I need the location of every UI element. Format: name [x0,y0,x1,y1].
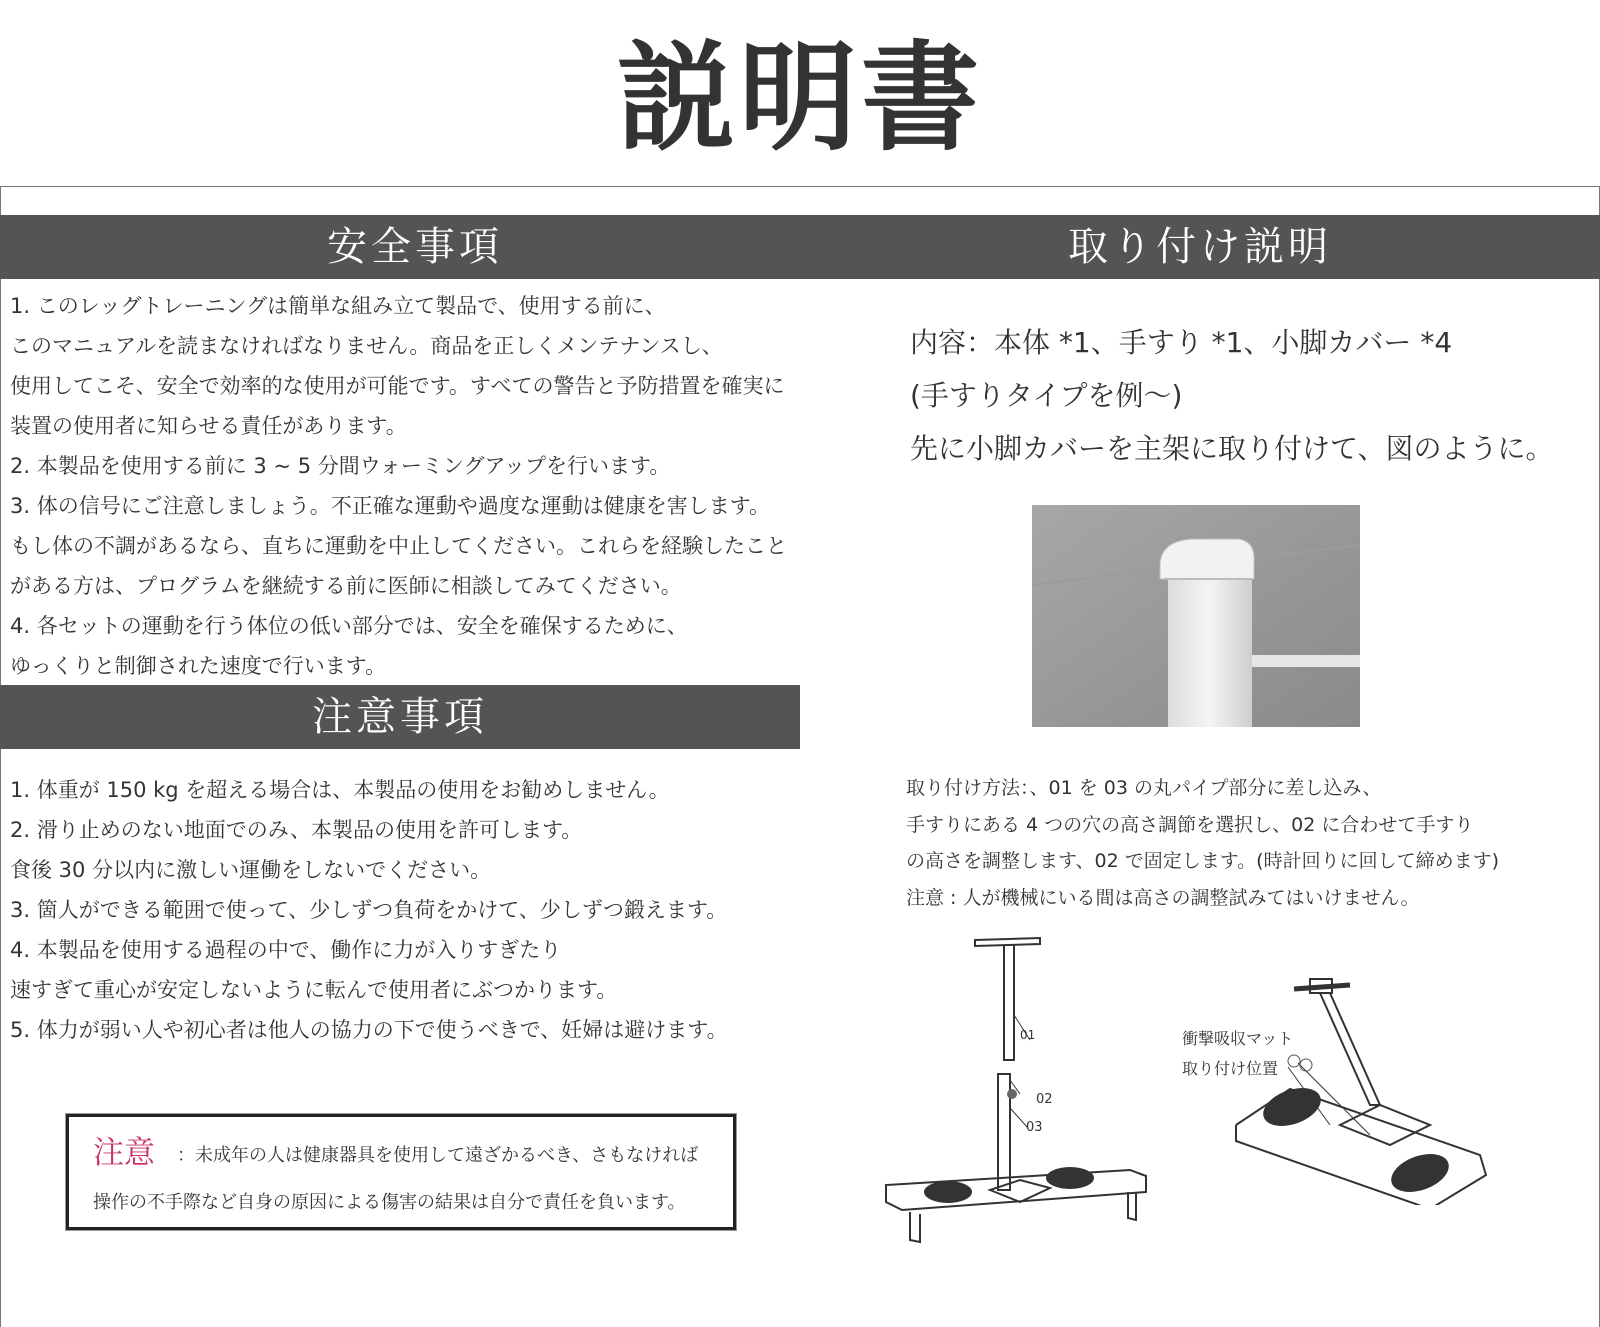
safety-line: もし体の不調があるなら、直ちに運動を中止してください。これらを経験したこと [10,534,787,558]
note-line: 操作の不手際など自身の原因による傷害の結果は自分で責任を負います。 [93,1192,686,1213]
assembly-diagram [880,930,1160,1260]
safety-line: 2. 本製品を使用する前に 3 ~ 5 分間ウォーミングアップを行います。 [10,454,671,478]
note-line: ：未成年の人は健康器具を使用して遠ざかるべき、さもなければ [177,1145,699,1166]
caution-line: 3. 箇人ができる範囲で使って、少しずつ負荷をかけて、少しずつ鍛えます。 [10,898,728,922]
installation-line: 内容：本体 *1、手すり *1、小脚カバー *4 [910,326,1453,359]
safety-line: 1. このレッグトレーニングは簡単な組み立て製品で、使用する前に、 [10,294,666,318]
safety-line: がある方は、プログラムを継続する前に医師に相談してみてください。 [10,574,682,598]
installation-line: (手すりタイプを例〜) [910,379,1183,412]
part-label-03: 03 [1026,1120,1043,1135]
installation-line: 先に小脚カバーを主架に取り付けて、図のように。 [910,432,1554,465]
page-title: 説明書 [616,29,983,167]
method-line: の高さを調整します、02 で固定します。(時計回りに回して締めます) [906,850,1500,872]
caution-line: 5. 体力が弱い人や初心者は他人の協力の下で使うべきで、妊婦は避けます。 [10,1018,728,1042]
section-header-band [0,215,1600,279]
mat-label: 衝撃吸収マット [1182,1029,1294,1048]
installation-method [906,770,1499,916]
caution-header-band [0,685,800,749]
safety-line: このマニュアルを読まなければなりません。商品を正しくメンテナンスし、 [10,334,723,358]
safety-list [10,286,787,686]
part-label-02: 02 [1036,1092,1053,1107]
installation-contents [910,316,1553,475]
installation-heading: 取り付け説明 [1068,224,1332,270]
caution-line: 4. 本製品を使用する過程の中で、働作に力が入りすぎたり [10,938,562,962]
minor-warning-box [66,1114,736,1230]
method-line: 注意 : 人が機械にいる間は高さの調整試みてはいけません。 [906,886,1420,909]
safety-line: ゆっくりと制御された速度で行います。 [10,654,387,678]
method-line: 手すりにある 4 つの穴の高さ調節を選択し、02 に合わせて手すり [906,813,1474,836]
caution-line: 2. 滑り止めのない地面でのみ、本製品の使用を許可します。 [10,818,583,842]
safety-line: 3. 体の信号にご注意しましょう。不正確な運動や過度な運動は健康を害します。 [10,494,771,518]
caution-list [10,770,728,1050]
mat-position-label: 取り付け位置 [1182,1059,1279,1078]
caution-heading: 注意事項 [312,694,488,740]
caution-line: 速すぎて重心が安定しないように転んで使用者にぶつかります。 [10,978,618,1002]
foot-cover-photo [1032,505,1360,727]
caution-line: 食後 30 分以内に激しい運働をしないでください。 [10,858,492,882]
part-label-01: 01 [1020,1028,1036,1042]
caution-line: 1. 体重が 150 kg を超える場合は、本製品の使用をお勧めしません。 [10,778,670,802]
method-line: 取り付け方法：、01 を 03 の丸パイプ部分に差し込み、 [906,777,1382,799]
safety-line: 装置の使用者に知らせる責任があります。 [10,414,407,438]
safety-line: 使用してこそ、安全で効率的な使用が可能です。すべての警告と予防措置を確実に [10,374,785,398]
note-label: 注意 [93,1135,155,1171]
safety-line: 4. 各セットの運動を行う体位の低い部分では、安全を確保するために、 [10,614,688,638]
safety-heading: 安全事項 [327,224,503,270]
mat-position-diagram [1230,975,1510,1205]
